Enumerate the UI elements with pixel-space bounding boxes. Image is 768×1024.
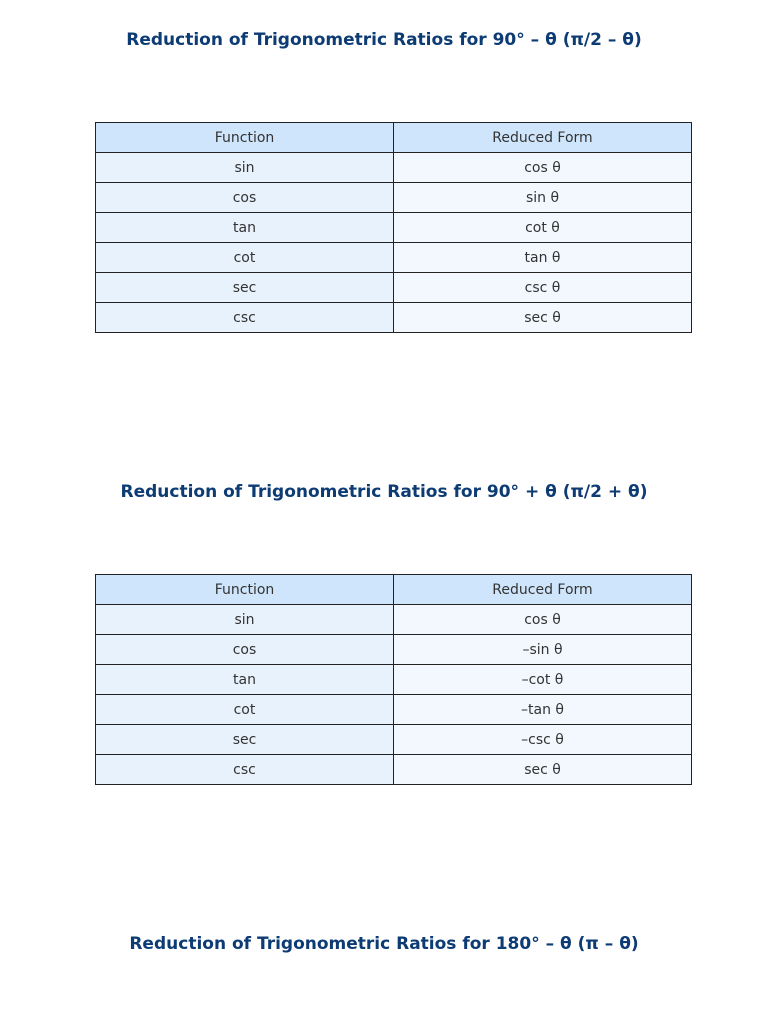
function-cell: sin <box>96 153 394 183</box>
reduction-table-90-plus-theta <box>95 574 692 785</box>
reduced-form-cell: –sin θ <box>394 635 692 665</box>
table-header-row <box>96 123 692 153</box>
reduced-form-cell: csc θ <box>394 273 692 303</box>
column-header-function: Function <box>96 575 394 605</box>
reduced-form-cell: cos θ <box>394 153 692 183</box>
function-cell: tan <box>96 665 394 695</box>
reduced-form-cell: –tan θ <box>394 695 692 725</box>
table-row <box>96 243 692 273</box>
table-row <box>96 695 692 725</box>
reduced-form-cell: –cot θ <box>394 665 692 695</box>
reduced-form-cell: cot θ <box>394 213 692 243</box>
table-row <box>96 725 692 755</box>
function-cell: cot <box>96 243 394 273</box>
table-row <box>96 755 692 785</box>
table-header-row <box>96 575 692 605</box>
table-row <box>96 665 692 695</box>
function-cell: csc <box>96 303 394 333</box>
function-cell: cos <box>96 183 394 213</box>
function-cell: csc <box>96 755 394 785</box>
table-row <box>96 303 692 333</box>
column-header-function: Function <box>96 123 394 153</box>
reduced-form-cell: cos θ <box>394 605 692 635</box>
reduced-form-cell: sec θ <box>394 303 692 333</box>
function-cell: sin <box>96 605 394 635</box>
function-cell: sec <box>96 725 394 755</box>
section-title-90-minus-theta: Reduction of Trigonometric Ratios for 90° – θ (π/2 – θ) <box>126 30 642 50</box>
column-header-reduced-form: Reduced Form <box>394 575 692 605</box>
table-row <box>96 213 692 243</box>
table-row <box>96 605 692 635</box>
table-row <box>96 183 692 213</box>
column-header-reduced-form: Reduced Form <box>394 123 692 153</box>
reduced-form-cell: sin θ <box>394 183 692 213</box>
reduction-table-90-minus-theta <box>95 122 692 333</box>
reduced-form-cell: sec θ <box>394 755 692 785</box>
table-row <box>96 153 692 183</box>
function-cell: tan <box>96 213 394 243</box>
reduced-form-cell: tan θ <box>394 243 692 273</box>
section-title-180-minus-theta: Reduction of Trigonometric Ratios for 180° – θ (π – θ) <box>129 934 639 954</box>
table-row <box>96 635 692 665</box>
reduced-form-cell: –csc θ <box>394 725 692 755</box>
table-row <box>96 273 692 303</box>
function-cell: cot <box>96 695 394 725</box>
function-cell: sec <box>96 273 394 303</box>
section-title-90-plus-theta: Reduction of Trigonometric Ratios for 90° + θ (π/2 + θ) <box>120 482 648 502</box>
function-cell: cos <box>96 635 394 665</box>
